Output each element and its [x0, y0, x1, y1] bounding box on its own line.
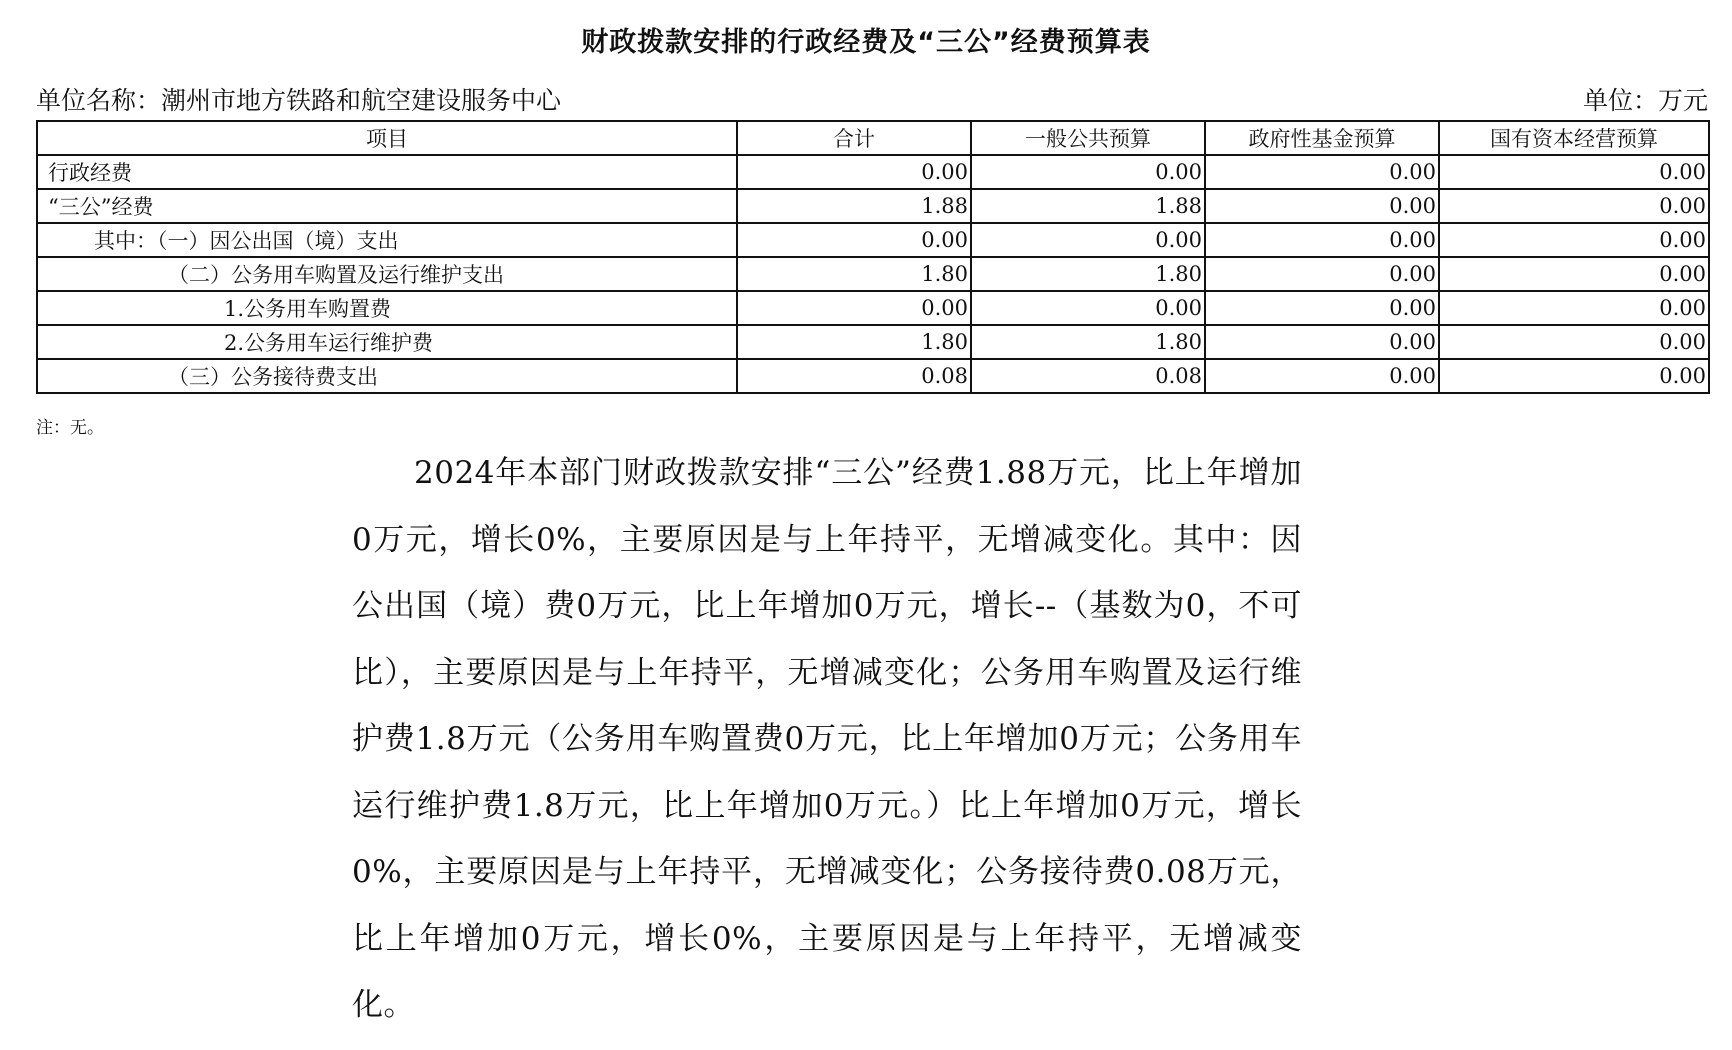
budget-table	[36, 120, 1710, 394]
table-row	[37, 155, 1709, 189]
cell-fund: 0.00	[1205, 223, 1439, 257]
cell-fund: 0.00	[1205, 155, 1439, 189]
row-label: 2.公务用车运行维护费	[37, 325, 737, 359]
table-row	[37, 359, 1709, 393]
cell-capital: 0.00	[1439, 223, 1709, 257]
header-item: 项目	[37, 121, 737, 155]
currency-unit: 单位：万元	[1582, 86, 1708, 115]
row-label: “三公”经费	[37, 189, 737, 223]
cell-fund: 0.00	[1205, 325, 1439, 359]
cell-general: 1.80	[971, 257, 1205, 291]
explanation-paragraph: 2024年本部门财政拨款安排“三公”经费1.88万元，比上年增加0万元，增长0%，主要原因是与上年持平，无增减变化。其中：因公出国（境）费0万元，比上年增加0万元，增长--（基数为0，不可比），主要原因是与上年持平，无增减变化；公务用车购置及运行维护费1.8万元（公务用车购置费0万元，比上年增加0万元；公务用车运行维护费1.8万元，比上年增加0万元。）比上年增加0万元，增长0%，主要原因是与上年持平，无增减变化；公务接待费0.08万元，比上年增加0万元，增长0%，主要原因是与上年持平，无增减变化。	[352, 455, 1302, 1023]
row-label: （三）公务接待费支出	[37, 359, 737, 393]
cell-total: 1.80	[737, 325, 971, 359]
row-label: 1.公务用车购置费	[37, 291, 737, 325]
cell-fund: 0.00	[1205, 257, 1439, 291]
unit-info-row	[36, 84, 1708, 118]
header-fund-budget: 政府性基金预算	[1205, 121, 1439, 155]
header-general-budget: 一般公共预算	[971, 121, 1205, 155]
table-row	[37, 325, 1709, 359]
cell-capital: 0.00	[1439, 189, 1709, 223]
header-total: 合计	[737, 121, 971, 155]
cell-general: 1.80	[971, 325, 1205, 359]
cell-capital: 0.00	[1439, 155, 1709, 189]
header-state-capital-budget: 国有资本经营预算	[1439, 121, 1709, 155]
document-title: 财政拨款安排的行政经费及“三公”经费预算表	[581, 27, 1151, 58]
cell-total: 0.00	[737, 155, 971, 189]
table-row	[37, 257, 1709, 291]
cell-capital: 0.00	[1439, 257, 1709, 291]
row-label: 行政经费	[37, 155, 737, 189]
cell-general: 0.00	[971, 291, 1205, 325]
cell-general: 0.00	[971, 223, 1205, 257]
row-label: （二）公务用车购置及运行维护支出	[37, 257, 737, 291]
row-label: 其中：（一）因公出国（境）支出	[37, 223, 737, 257]
table-row	[37, 223, 1709, 257]
cell-capital: 0.00	[1439, 291, 1709, 325]
cell-fund: 0.00	[1205, 291, 1439, 325]
cell-fund: 0.00	[1205, 359, 1439, 393]
cell-total: 1.88	[737, 189, 971, 223]
table-note: 注：无。	[36, 418, 104, 438]
cell-fund: 0.00	[1205, 189, 1439, 223]
table-row	[37, 291, 1709, 325]
cell-general: 0.08	[971, 359, 1205, 393]
cell-total: 0.00	[737, 291, 971, 325]
cell-total: 0.00	[737, 223, 971, 257]
cell-capital: 0.00	[1439, 325, 1709, 359]
cell-total: 0.08	[737, 359, 971, 393]
cell-general: 1.88	[971, 189, 1205, 223]
unit-name: 单位名称：潮州市地方铁路和航空建设服务中心	[36, 86, 562, 115]
cell-capital: 0.00	[1439, 359, 1709, 393]
cell-general: 0.00	[971, 155, 1205, 189]
table-row	[37, 189, 1709, 223]
table-header-row	[37, 121, 1709, 155]
cell-total: 1.80	[737, 257, 971, 291]
